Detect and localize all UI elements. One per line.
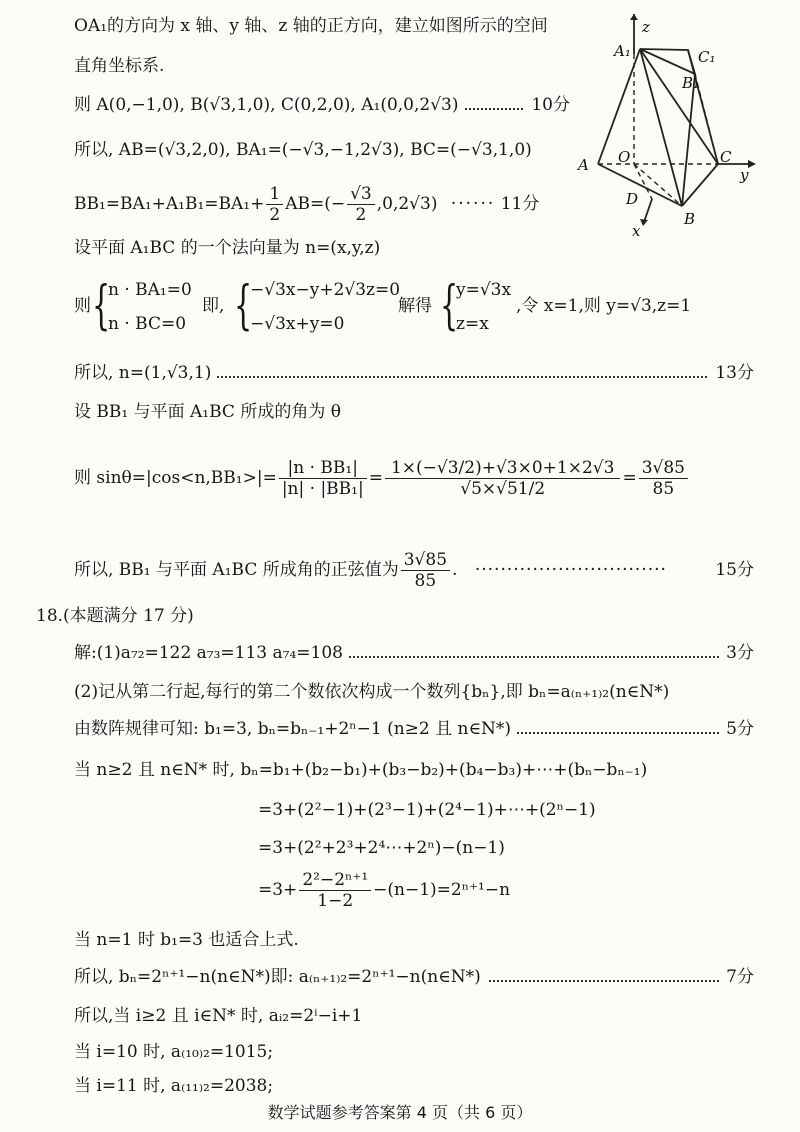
scored-line (74, 94, 570, 116)
text-segment: −(n−1)=2ⁿ⁺¹−n (373, 880, 511, 900)
score-mark: 11分 (500, 194, 540, 214)
scored-line (74, 642, 754, 664)
equation: z=x (456, 314, 489, 334)
numerator: 3√85 (401, 550, 450, 571)
fraction (279, 458, 367, 499)
question-heading: 18.(本题满分 17 分) (36, 606, 194, 626)
text-line: =3+(2²+2³+2⁴⋯+2ⁿ)−(n−1) (258, 838, 505, 858)
score-mark: 15分 (715, 560, 754, 580)
text-segment: 则 sinθ=|cos<n,BB₁>|= (74, 468, 277, 488)
fraction (639, 458, 688, 499)
denominator: √5×√51/2 (460, 479, 546, 499)
numerator: |n · BB₁| (279, 458, 367, 479)
equation: n · BA₁=0 (108, 280, 192, 300)
text-line: =3+(2²−1)+(2³−1)+(2⁴−1)+⋯+(2ⁿ−1) (258, 800, 596, 820)
text-segment: 即, (202, 296, 225, 316)
page-footer: 数学试题参考答案第 4 页（共 6 页） (267, 1103, 533, 1122)
scored-line (74, 966, 754, 988)
text-segment: BB₁=BA₁+A₁B₁=BA₁+ (74, 194, 265, 214)
left-brace: { (440, 276, 459, 336)
denominator: 85 (414, 571, 437, 591)
text-line: 当 n≥2 且 n∈N* 时, bₙ=b₁+(b₂−b₁)+(b₃−b₂)+(b₄−b₃)+⋯+(bₙ−bₙ₋₁) (74, 760, 648, 780)
equation: −√3x−y+2√3z=0 (250, 280, 401, 300)
text-line: OA₁的方向为 x 轴、y 轴、z 轴的正方向，建立如图所示的空间 (74, 16, 548, 36)
text-segment: =3+ (258, 880, 298, 900)
text-line: 所以,当 i≥2 且 i∈N* 时, aᵢ₂=2ⁱ−i+1 (74, 1006, 363, 1026)
prism-figure (570, 14, 770, 239)
fraction (299, 870, 371, 911)
label-b: B (684, 210, 696, 228)
left-brace: { (234, 276, 253, 336)
edge-a1-b (640, 49, 682, 206)
equation-systems (74, 278, 734, 342)
denominator: 2 (355, 205, 367, 225)
denominator: 1−2 (317, 891, 354, 911)
text-line: (2)记从第二行起,每行的第二个数依次构成一个数列{bₙ},即 bₙ=a₍ₙ₊₁₎₂(n∈N*) (74, 682, 670, 702)
denominator: 2 (269, 205, 281, 225)
numerator: 3√85 (639, 458, 688, 479)
fraction (401, 550, 450, 591)
scored-line (74, 362, 754, 384)
fraction (347, 184, 375, 225)
numerator: 2²−2ⁿ⁺¹ (299, 870, 371, 891)
text-line: 设平面 A₁BC 的一个法向量为 n=(x,y,z) (74, 238, 381, 258)
label-a1: A₁ (614, 42, 631, 60)
score-mark: 10分 (525, 94, 570, 116)
score-mark: 5分 (720, 718, 754, 740)
text-segment: ,0,2√3) (376, 194, 438, 214)
vector-equation: BB₁=BA₁+A₁B₁=BA₁+ $\frac{1}{2}$ AB=(− $\frac{√3}{2}$ ,0,2√3) ······ 11分 (74, 184, 540, 225)
edge-b-c (682, 164, 718, 206)
scored-line (74, 718, 754, 740)
z-arrow (630, 14, 638, 20)
text-segment: 所以, BB₁ 与平面 A₁BC 所成角的正弦值为 (74, 560, 399, 580)
text-line: 直角坐标系. (74, 56, 165, 76)
equation: n · BC=0 (108, 314, 187, 334)
text-line: 则 A(0,−1,0), B(√3,1,0), C(0,2,0), A₁(0,0,2√3) (74, 94, 465, 116)
text-line: 当 i=11 时, a₍₁₁₎₂=2038; (74, 1076, 274, 1096)
label-a: A (578, 156, 589, 174)
text-line: 所以, AB=(√3,2,0), BA₁=(−√3,−1,2√3), BC=(−√3,1,0) (74, 140, 532, 160)
equation: y=√3x (456, 280, 512, 300)
text-line: 设 BB₁ 与平面 A₁BC 所成的角为 θ (74, 402, 341, 422)
label-b1: B₁ (682, 74, 700, 92)
x-arrow (640, 219, 648, 226)
score-mark: 3分 (720, 642, 754, 664)
label-x: x (632, 222, 641, 239)
numerator: 1×(−√3/2)+√3×0+1×2√3 (385, 458, 620, 479)
label-d: D (626, 190, 639, 208)
text-line: 所以, n=(1,√3,1) (74, 362, 217, 384)
text-line: 解:(1)a₇₂=122 a₇₃=113 a₇₄=108 (74, 642, 349, 664)
score-mark: 7分 (720, 966, 754, 988)
equation: −√3x+y=0 (250, 314, 345, 334)
denominator: |n| · |BB₁| (281, 479, 364, 499)
label-y: y (740, 166, 749, 184)
text-segment: AB=(− (285, 194, 346, 214)
sine-equation: 则 sinθ=|cos<n,BB₁>|= $\frac{\text{|n · BB₁|}}{\text{|n| · |BB₁|}}$ = $\frac{1\times(-√3/2)+√3\times 0+1\times 2√3}{√5\times√51/2}$ = $\frac{3√85}{85}$ (74, 448, 690, 508)
edge-b-b1 (682, 74, 695, 206)
text-segment: 解得 (398, 296, 432, 316)
scored-line: 所以, BB₁ 与平面 A₁BC 所成角的正弦值为 $\frac{3√85}{85}$ . ······························ 15分 (74, 550, 754, 591)
x-axis (644, 199, 652, 222)
text-segment: 则 (74, 296, 91, 316)
numerator: 1 (266, 184, 283, 205)
text-line: 当 n=1 时 b₁=3 也适合上式. (74, 930, 299, 950)
numerator: √3 (347, 184, 375, 205)
denominator: 85 (652, 479, 675, 499)
text-line: 由数阵规律可知: b₁=3, bₙ=bₙ₋₁+2ⁿ−1 (n≥2 且 n∈N*) (74, 718, 517, 740)
text-segment: ,令 x=1,则 y=√3,z=1 (516, 296, 692, 316)
text-line: 当 i=10 时, a₍₁₀₎₂=1015; (74, 1042, 274, 1062)
edge-a-b (598, 164, 682, 206)
left-brace: { (92, 276, 111, 336)
label-c1: C₁ (698, 48, 716, 66)
sum-result (258, 866, 510, 914)
fraction (266, 184, 283, 225)
y-arrow (748, 160, 756, 168)
fraction (385, 458, 620, 499)
label-z: z (642, 18, 650, 36)
score-mark: 13分 (709, 362, 754, 384)
text-line: 所以, bₙ=2ⁿ⁺¹−n(n∈N*)即: a₍ₙ₊₁₎₂=2ⁿ⁺¹−n(n∈N*) (74, 966, 487, 988)
label-c: C (720, 148, 732, 166)
label-o: O (618, 148, 631, 166)
